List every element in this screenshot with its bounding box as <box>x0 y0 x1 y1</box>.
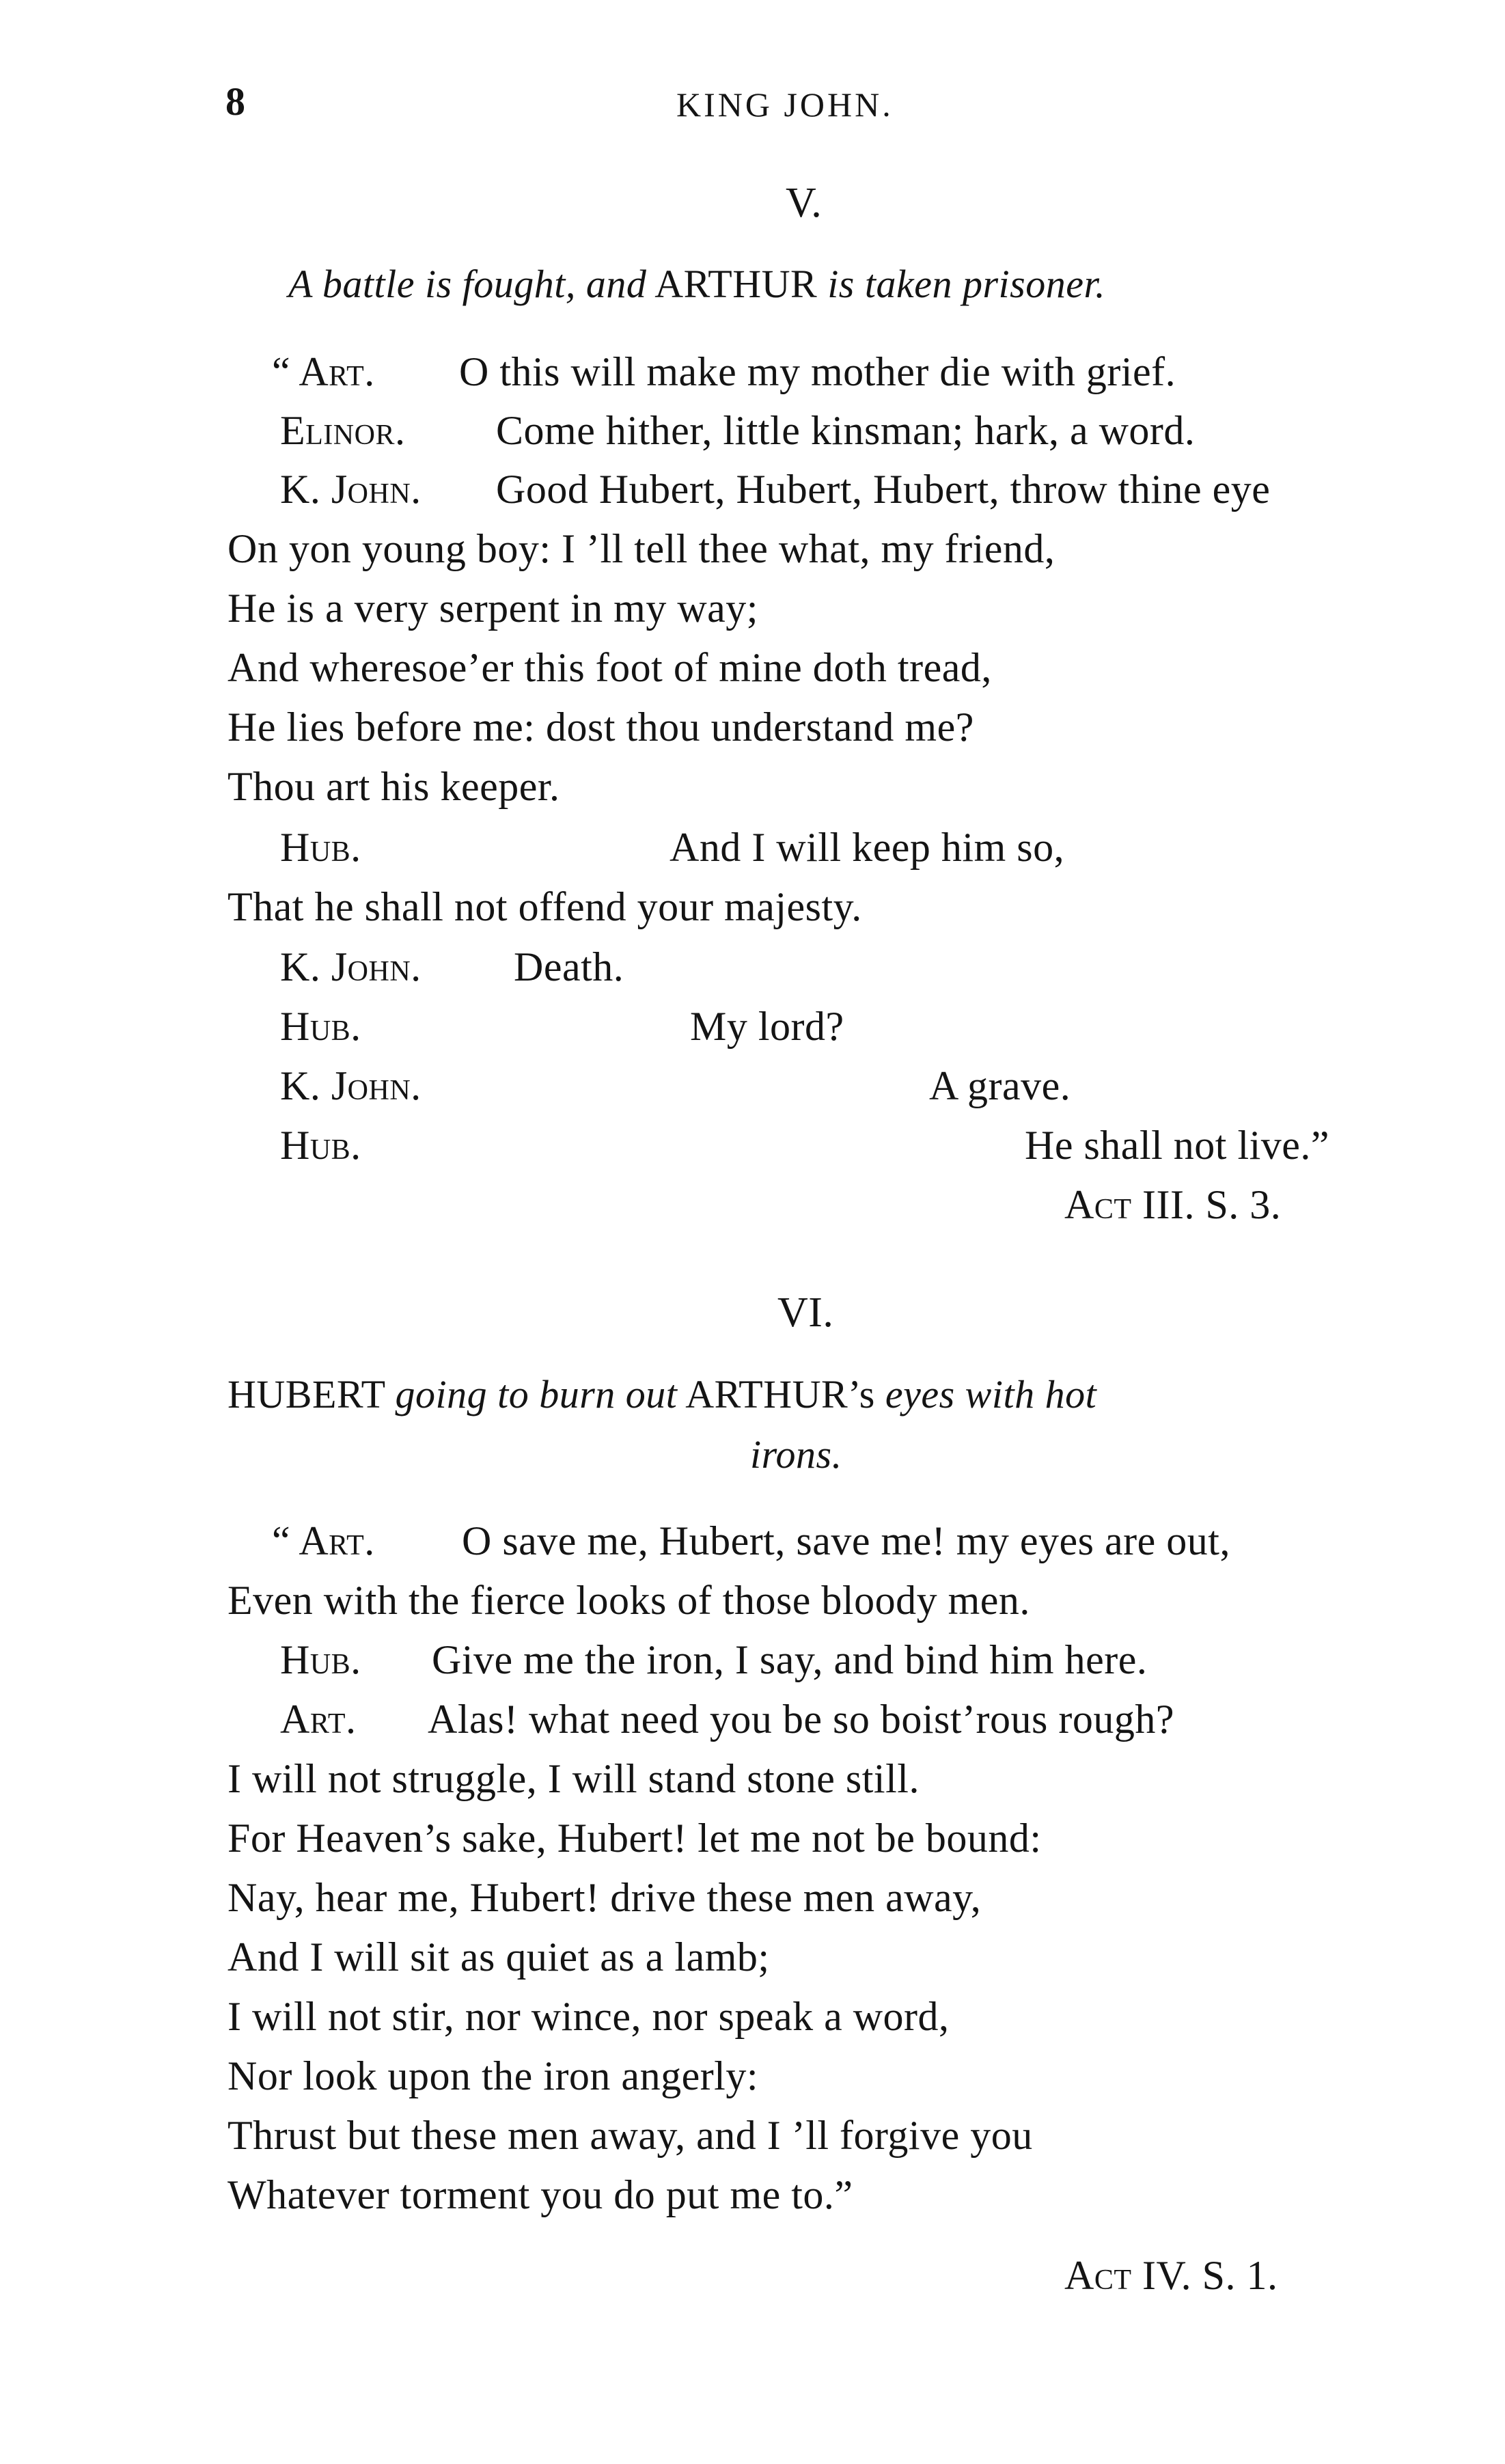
caption-name: ARTHUR’s <box>685 1372 875 1416</box>
section-caption-continued: irons. <box>750 1432 842 1477</box>
verse-line <box>280 827 361 868</box>
verse-line <box>280 1639 361 1680</box>
speaker-name: “ Art. <box>272 349 375 394</box>
caption-italic: going to burn out <box>395 1372 678 1416</box>
verse-line: Death. <box>514 944 624 989</box>
verse-line: O this will make my mother die with grief. <box>459 349 1176 394</box>
verse-line: Thou art his keeper. <box>227 764 560 809</box>
verse-line: And I will sit as quiet as a lamb; <box>227 1934 770 1980</box>
speaker-name: K. John. <box>280 944 422 989</box>
verse-line: And wheresoe’er this foot of mine doth tread, <box>227 645 992 690</box>
verse-line <box>280 1006 361 1047</box>
verse-line: Alas! what need you be so boist’rous rough? <box>428 1697 1174 1742</box>
verse-line: I will not struggle, I will stand stone still. <box>227 1756 920 1801</box>
verse-line: He is a very serpent in my way; <box>227 586 758 631</box>
section-caption <box>288 264 1105 304</box>
verse-line <box>272 1520 375 1561</box>
speaker-name: Elinor. <box>280 408 406 453</box>
verse-line: My lord? <box>690 1004 844 1049</box>
verse-line <box>272 351 375 392</box>
speaker-name: Hub. <box>280 825 361 870</box>
speaker-name: Art. <box>280 1697 357 1742</box>
verse-line <box>280 946 422 987</box>
speaker-name: K. John. <box>280 1063 422 1108</box>
speaker-name: Hub. <box>280 1004 361 1049</box>
verse-line <box>280 1699 356 1740</box>
speaker-name: K. John. <box>280 467 422 512</box>
verse-line: That he shall not offend your majesty. <box>227 884 862 929</box>
verse-line: He shall not live.” <box>1025 1123 1330 1168</box>
section-number: VI. <box>777 1289 834 1336</box>
act-scene-reference: Act III. S. 3. <box>1064 1182 1282 1227</box>
verse-line: Whatever torment you do put me to.” <box>227 2172 853 2217</box>
section-caption <box>227 1372 1097 1416</box>
verse-line: And I will keep him so, <box>669 825 1065 870</box>
speaker-name: Hub. <box>280 1637 361 1682</box>
verse-line: I will not stir, nor wince, nor speak a word, <box>227 1994 950 2039</box>
verse-line: Nay, hear me, Hubert! drive these men away, <box>227 1875 982 1920</box>
verse-line <box>280 410 405 451</box>
caption-italic: A battle is fought, and <box>288 262 647 306</box>
verse-line: O save me, Hubert, save me! my eyes are out, <box>462 1518 1230 1563</box>
verse-line: On yon young boy: I ’ll tell thee what, my friend, <box>227 526 1055 571</box>
verse-line: Thrust but these men away, and I ’ll forgive you <box>227 2113 1033 2158</box>
verse-line <box>280 469 422 510</box>
speaker-name: Hub. <box>280 1123 361 1168</box>
verse-line <box>280 1065 422 1106</box>
verse-line: For Heaven’s sake, Hubert! let me not be bound: <box>227 1816 1042 1861</box>
verse-line: Good Hubert, Hubert, Hubert, throw thine eye <box>496 467 1271 512</box>
verse-line: Even with the fierce looks of those bloody men. <box>227 1578 1030 1623</box>
verse-line: A grave. <box>929 1063 1071 1108</box>
caption-italic: eyes with hot <box>885 1372 1097 1416</box>
verse-line: Come hither, little kinsman; hark, a word. <box>496 408 1196 453</box>
caption-italic: is taken prisoner. <box>827 262 1106 306</box>
section-number: V. <box>786 180 823 226</box>
verse-line <box>280 1125 361 1166</box>
speaker-name: “ Art. <box>272 1518 375 1563</box>
verse-line: Nor look upon the iron angerly: <box>227 2053 759 2098</box>
running-title: KING JOHN. <box>676 85 894 124</box>
verse-line: He lies before me: dost thou understand me? <box>227 704 974 750</box>
verse-line: Give me the iron, I say, and bind him here. <box>432 1637 1148 1682</box>
act-scene-reference: Act IV. S. 1. <box>1064 2253 1278 2298</box>
page-number: 8 <box>225 79 246 124</box>
caption-name: ARTHUR <box>654 262 818 306</box>
caption-name: HUBERT <box>227 1372 385 1416</box>
